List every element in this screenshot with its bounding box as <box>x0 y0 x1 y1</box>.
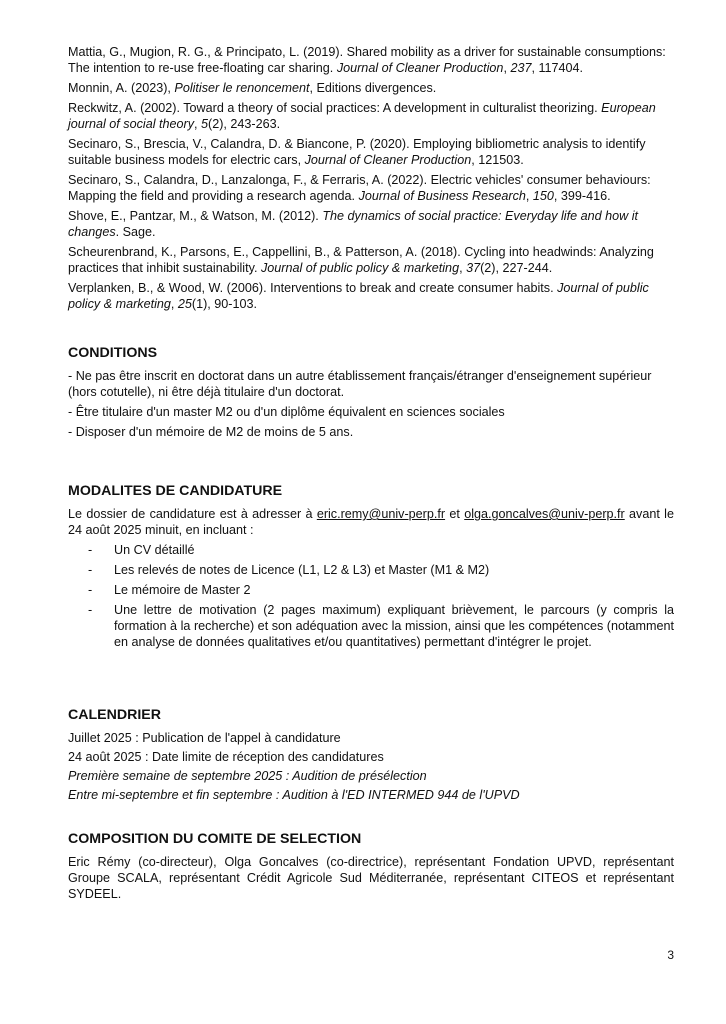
calendar-line: Entre mi-septembre et fin septembre : Audition à l'ED INTERMED 944 de l'UPVD <box>68 788 520 802</box>
reference-item: Shove, E., Pantzar, M., & Watson, M. (2012). The dynamics of social practice: Everyday life and how it changes. Sage. <box>68 209 638 239</box>
comite-heading: COMPOSITION DU COMITE DE SELECTION <box>68 831 362 847</box>
list-item: - Une lettre de motivation (2 pages maximum) expliquant brièvement, le parcours (y compris la formation à la recherche) et son adéquation avec la mission, ainsi que les compétences (notamment en analyse de données qualitatives et/ou quantitatives) permettant d'intégrer le projet. <box>88 602 674 650</box>
reference-item: Secinaro, S., Calandra, D., Lanzalonga, F., & Ferraris, A. (2022). Electric vehicles' consumer behaviours: Mapping the field and providing a research agenda. Journal of Business Research, 150, 399-416. <box>68 173 651 203</box>
calendrier-section <box>68 706 674 806</box>
calendar-line: 24 août 2025 : Date limite de réception des candidatures <box>68 750 384 764</box>
modalites-section <box>68 482 674 654</box>
page-number: 3 <box>667 948 674 962</box>
comite-text: Eric Rémy (co-directeur), Olga Goncalves (co-directrice), représentant Fondation UPVD, représentant Groupe SCALA, représentant Crédit Agricole Sud Méditerranée, représentant CITEOS et représentant SYDEEL. <box>68 855 674 901</box>
reference-item: Verplanken, B., & Wood, W. (2006). Interventions to break and create consumer habits. Journal of public policy & marketing, 25(1), 90-103. <box>68 281 649 311</box>
list-item: - Le mémoire de Master 2 <box>88 582 674 598</box>
conditions-heading: CONDITIONS <box>68 345 158 361</box>
reference-item: Secinaro, S., Brescia, V., Calandra, D. & Biancone, P. (2020). Employing bibliometric analysis to identify suitable business models for electric cars, Journal of Cleaner Production, 121503. <box>68 137 646 167</box>
calendar-line: Première semaine de septembre 2025 : Audition de présélection <box>68 769 427 783</box>
references-list <box>68 44 674 312</box>
comite-section <box>68 830 674 906</box>
calendar-line: Juillet 2025 : Publication de l'appel à candidature <box>68 731 341 745</box>
email-link-eric[interactable]: eric.remy@univ-perp.fr <box>316 507 446 521</box>
document-page <box>68 44 674 901</box>
modalites-intro: Le dossier de candidature est à adresser à eric.remy@univ-perp.fr et olga.goncalves@univ-perp.fr avant le 24 août 2025 minuit, en incluant : <box>68 507 674 537</box>
modalites-heading: MODALITES DE CANDIDATURE <box>68 483 283 499</box>
conditions-section <box>68 344 674 444</box>
condition-item: - Disposer d'un mémoire de M2 de moins de 5 ans. <box>68 425 354 439</box>
reference-item: Scheurenbrand, K., Parsons, E., Cappellini, B., & Patterson, A. (2018). Cycling into headwinds: Analyzing practices that inhibit sustainability. Journal of public policy & marketing, 37(2), 227-244. <box>68 245 654 275</box>
condition-item: - Ne pas être inscrit en doctorat dans un autre établissement français/étranger d'enseignement supérieur (hors cotutelle), ni être déjà titulaire d'un doctorat. <box>68 369 652 399</box>
application-items-list <box>68 542 674 650</box>
condition-item: - Être titulaire d'un master M2 ou d'un diplôme équivalent en sciences sociales <box>68 405 505 419</box>
reference-item: Monnin, A. (2023), Politiser le renoncement, Editions divergences. <box>68 81 437 95</box>
calendrier-heading: CALENDRIER <box>68 707 162 723</box>
list-item: - Les relevés de notes de Licence (L1, L2 & L3) et Master (M1 & M2) <box>88 562 674 578</box>
list-item: - Un CV détaillé <box>88 542 674 558</box>
email-link-olga[interactable]: olga.goncalves@univ-perp.fr <box>464 507 625 521</box>
reference-item: Mattia, G., Mugion, R. G., & Principato, L. (2019). Shared mobility as a driver for sustainable consumptions: The intention to re-use free-floating car sharing. Journal of Cleaner Production, 237, 117404. <box>68 45 666 75</box>
reference-item: Reckwitz, A. (2002). Toward a theory of social practices: A development in culturalist theorizing. European journal of social theory, 5(2), 243-263. <box>68 101 656 131</box>
